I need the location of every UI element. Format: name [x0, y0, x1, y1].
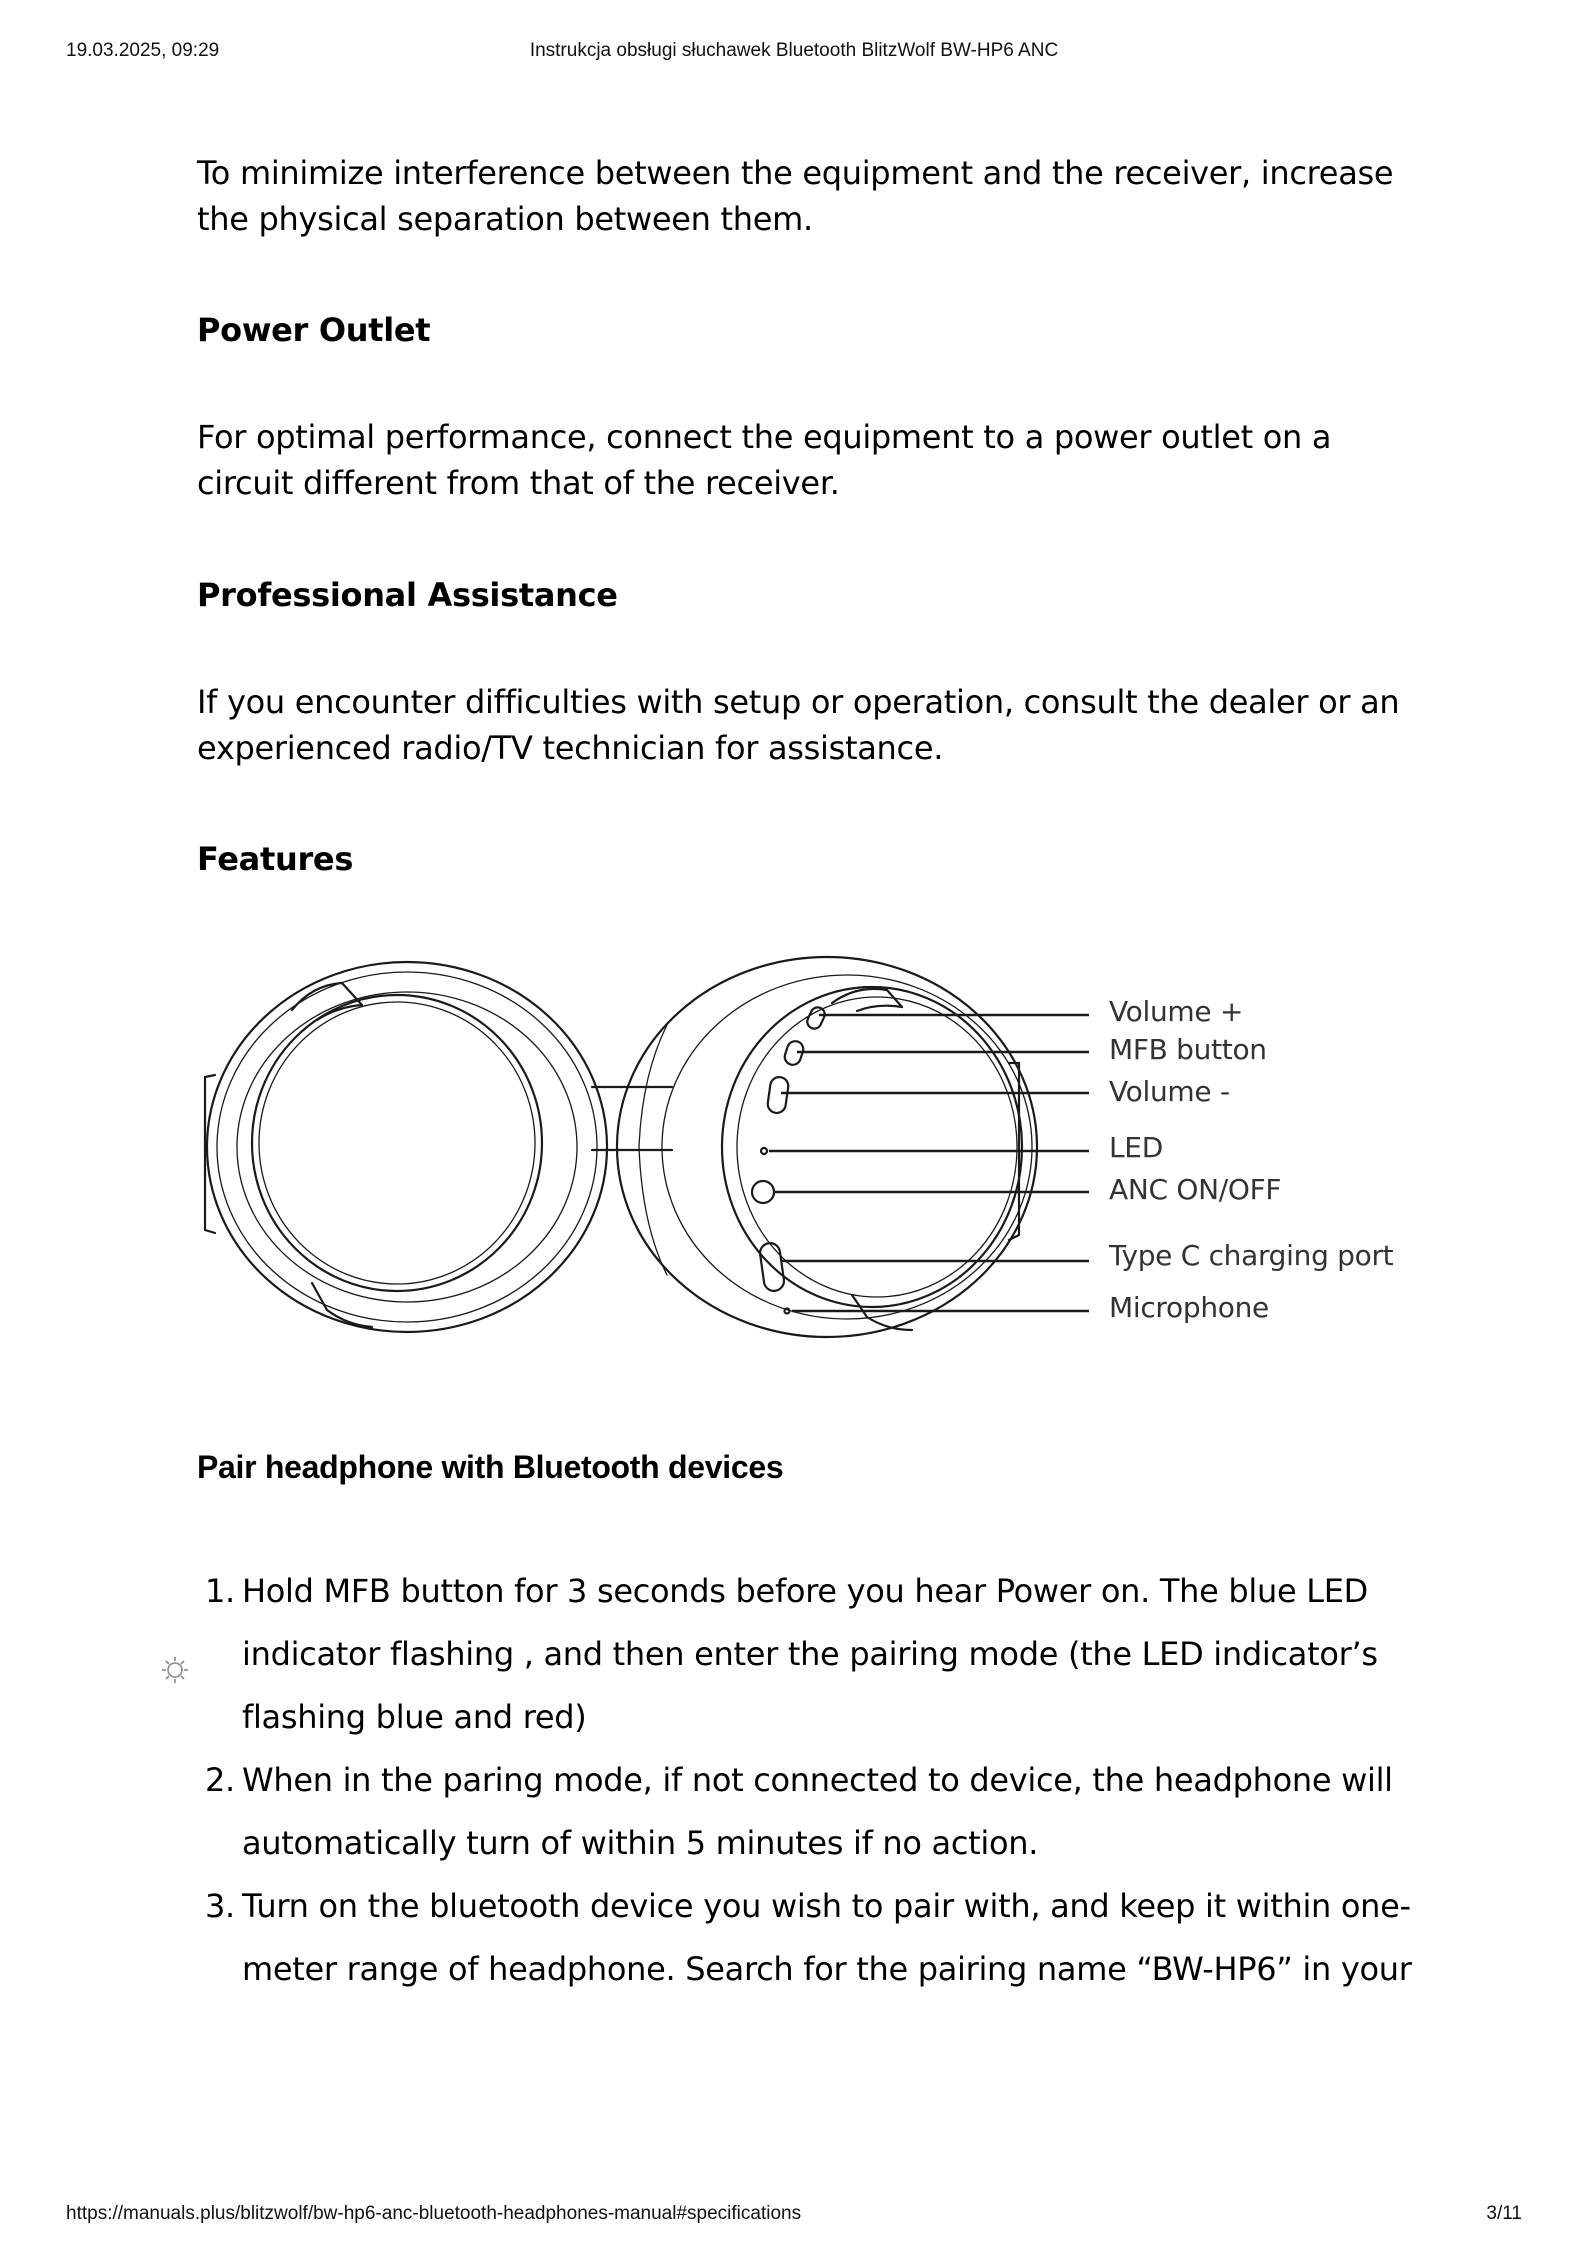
step-number: 3.: [205, 1887, 235, 1925]
list-item: [197, 1749, 1427, 1875]
list-item: [197, 1560, 1427, 1749]
heading-features: Features: [197, 840, 354, 878]
step-number: 2.: [205, 1761, 235, 1799]
paragraph-separation: To minimize interference between the equipment and the receiver, increase the physical separation between them.: [197, 154, 1394, 238]
step-text: When in the paring mode, if not connected to device, the headphone will automatically turn of within 5 minutes if no action.: [242, 1761, 1393, 1862]
heading-pair-bluetooth: Pair headphone with Bluetooth devices: [197, 1449, 784, 1485]
step-text: Turn on the bluetooth device you wish to pair with, and keep it within one-meter range of headphone. Search for the pairing name “BW-HP6” in your: [242, 1887, 1412, 1988]
step-text: Hold MFB button for 3 seconds before you hear Power on. The blue LED indicator flashing , and then enter the pairing mode (the LED indicator’s flashing blue and red): [242, 1572, 1378, 1736]
label-microphone: Microphone: [1109, 1291, 1269, 1324]
print-timestamp: 19.03.2025, 09:29: [66, 40, 220, 61]
print-title: Instrukcja obsługi słuchawek Bluetooth BlitzWolf BW-HP6 ANC: [529, 40, 1059, 61]
label-anc: ANC ON/OFF: [1109, 1173, 1282, 1206]
label-charging-port: Type C charging port: [1109, 1239, 1394, 1272]
pairing-steps-list: [197, 1560, 1427, 2001]
headphones-diagram: [197, 945, 1447, 1375]
step-number: 1.: [205, 1572, 235, 1610]
label-volume-down: Volume -: [1109, 1075, 1230, 1108]
heading-power-outlet: Power Outlet: [197, 311, 431, 349]
list-item: [197, 1875, 1427, 2001]
paragraph-professional-assistance: If you encounter difficulties with setup or operation, consult the dealer or an experienced radio/TV technician for assistance.: [197, 683, 1400, 767]
settings-sun-icon: [160, 1655, 190, 1690]
print-url: https://manuals.plus/blitzwolf/bw-hp6-anc-bluetooth-headphones-manual#specifications: [66, 2203, 802, 2224]
label-led: LED: [1109, 1131, 1163, 1164]
print-header: [0, 40, 1588, 64]
heading-professional-assistance: Professional Assistance: [197, 576, 618, 614]
print-footer: [0, 2203, 1588, 2227]
label-volume-up: Volume +: [1109, 995, 1244, 1028]
page-number: 3/11: [1486, 2203, 1522, 2224]
paragraph-power-outlet: For optimal performance, connect the equipment to a power outlet on a circuit different from that of the receiver.: [197, 418, 1332, 502]
label-mfb-button: MFB button: [1109, 1033, 1267, 1066]
